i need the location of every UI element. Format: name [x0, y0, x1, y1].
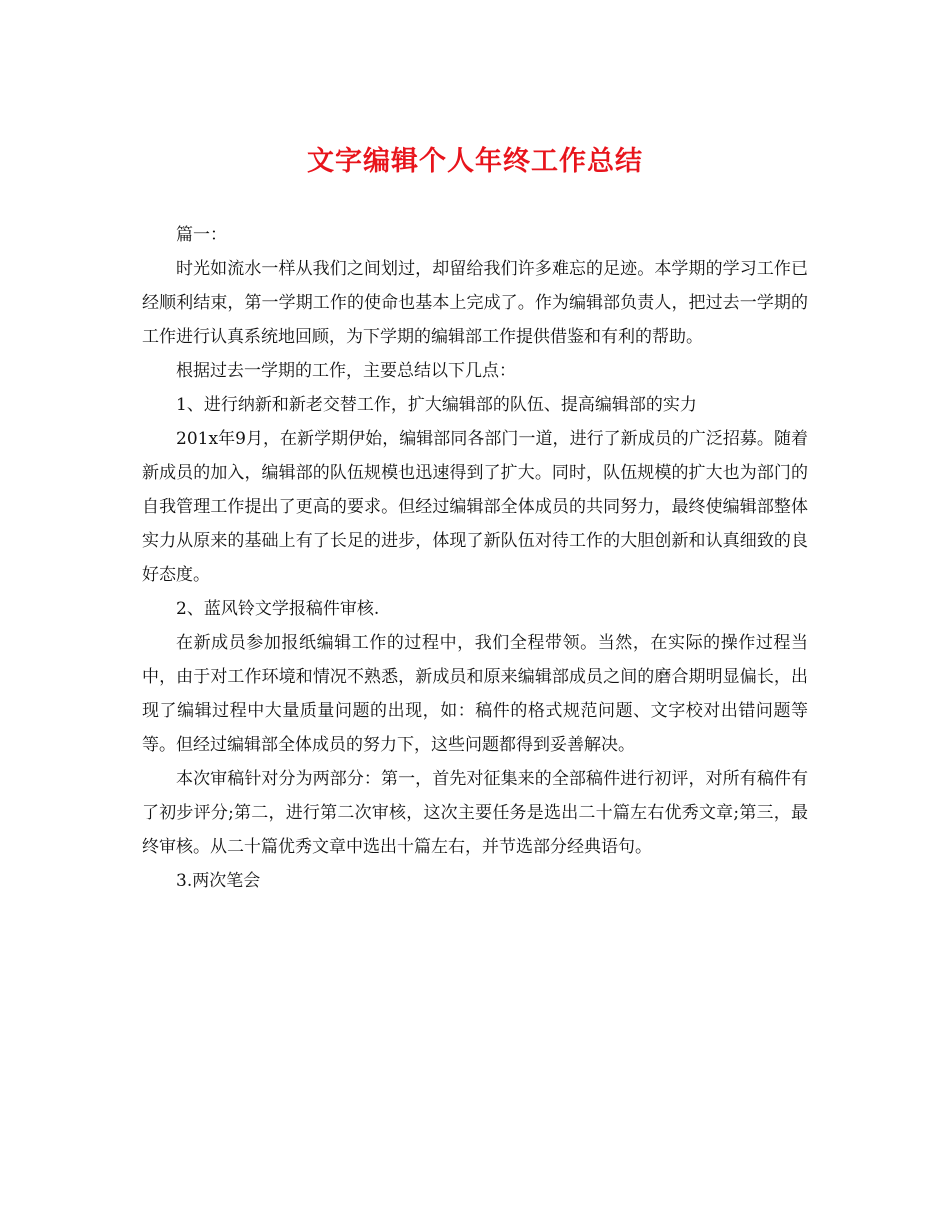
- paragraph-summary-lead: 根据过去一学期的工作，主要总结以下几点：: [176, 361, 516, 381]
- paragraph-heading-1: 1、进行纳新和新老交替工作，扩大编辑部的队伍、提高编辑部的实力: [176, 395, 697, 415]
- paragraph-section-label: 篇一：: [176, 225, 227, 245]
- paragraph-intro: 时光如流水一样从我们之间划过，却留给我们许多难忘的足迹。本学期的学习工作已经顺利结束，第一学期工作的使命也基本上完成了。作为编辑部负责人，把过去一学期的工作进行认真系统地回顾，为下学期的编辑部工作提供借鉴和有利的帮助。: [142, 259, 808, 347]
- paragraph-heading-3: 3.两次笔会: [176, 871, 261, 891]
- document-body: [142, 218, 808, 898]
- document-title: 文字编辑个人年终工作总结: [307, 146, 643, 177]
- paragraph-editing-process: 在新成员参加报纸编辑工作的过程中，我们全程带领。当然，在实际的操作过程当中，由于对工作环境和情况不熟悉，新成员和原来编辑部成员之间的磨合期明显偏长，出现了编辑过程中大量质量问题的出现，如：稿件的格式规范问题、文字校对出错问题等等。但经过编辑部全体成员的努力下，这些问题都得到妥善解决。: [142, 633, 808, 755]
- paragraph-recruitment: 201x年9月，在新学期伊始，编辑部同各部门一道，进行了新成员的广泛招募。随着新成员的加入，编辑部的队伍规模也迅速得到了扩大。同时，队伍规模的扩大也为部门的自我管理工作提出了更高的要求。但经过编辑部全体成员的共同努力，最终使编辑部整体实力从原来的基础上有了长足的进步，体现了新队伍对待工作的大胆创新和认真细致的良好态度。: [142, 429, 808, 585]
- paragraph-review-stages: 本次审稿针对分为两部分：第一，首先对征集来的全部稿件进行初评，对所有稿件有了初步评分;第二，进行第二次审核，这次主要任务是选出二十篇左右优秀文章;第三，最终审核。从二十篇优秀文章中选出十篇左右，并节选部分经典语句。: [142, 769, 808, 857]
- paragraph-heading-2: 2、蓝风铃文学报稿件审核.: [176, 599, 380, 619]
